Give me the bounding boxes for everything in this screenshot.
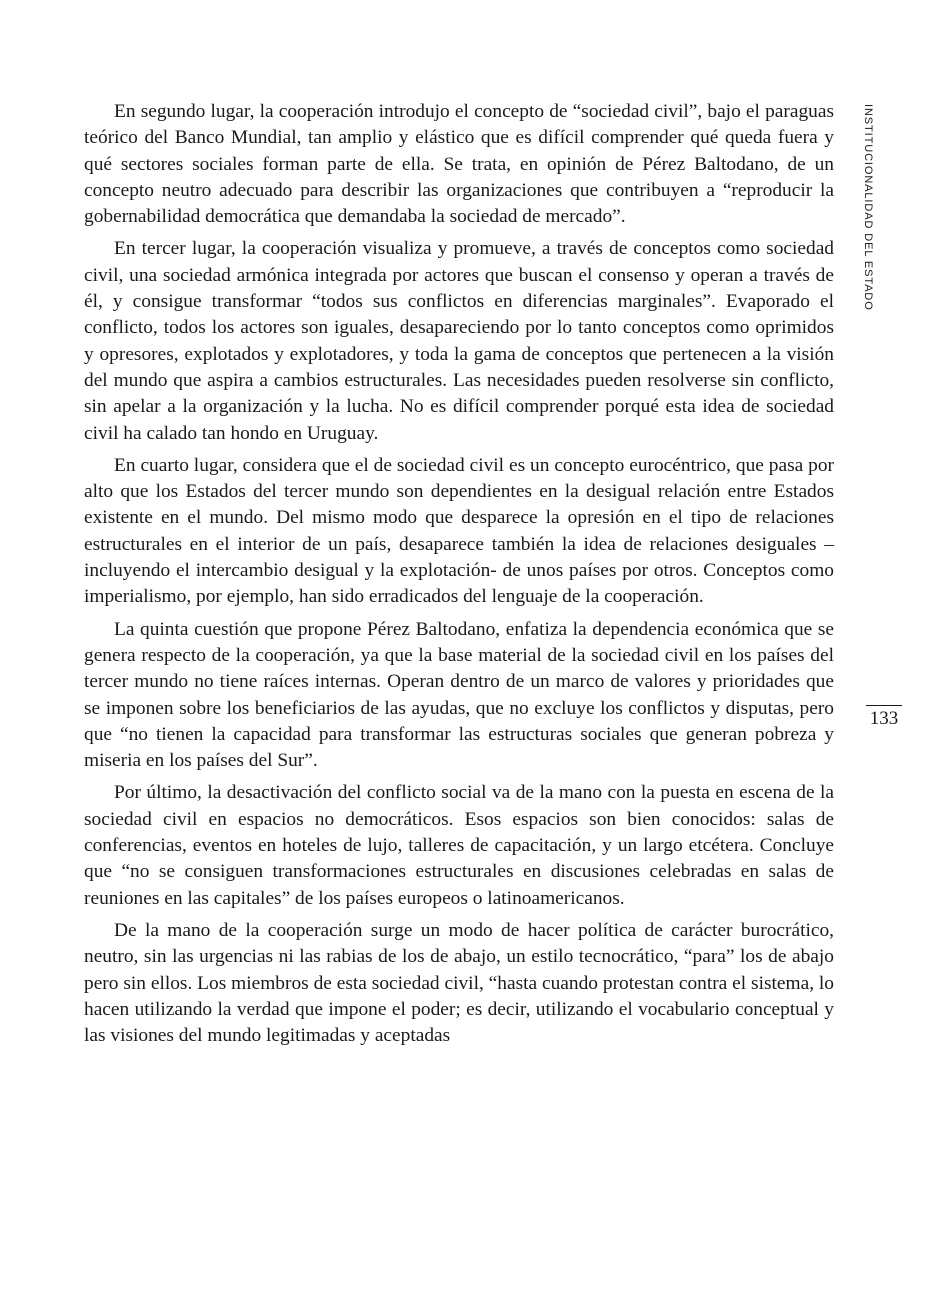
- page-number: 133: [869, 708, 899, 729]
- paragraph-third-point: En tercer lugar, la cooperación visualiza y promueve, a través de conceptos como sociedad civil, una sociedad armónica integrada por actores que buscan el consenso y operan a través de él, y consigue transformar “todos sus conflictos en diferencias marginales”. Evaporado el conflicto, todos los actores son iguales, desapareciendo por lo tanto conceptos como oprimidos y opresores, explotados y explotadores, y toda la gama de conceptos que pertenecen a la visión del mundo que aspira a cambios estructurales. Las necesidades pueden resolverse sin conflicto, sin apelar a la organización y la lucha. No es difícil comprender porqué esta idea de sociedad civil ha calado tan hondo en Uruguay.: [84, 238, 834, 444]
- running-head: INSTITUCIONALIDAD DEL ESTADO: [862, 104, 874, 311]
- paragraph-last-point: Por último, la desactivación del conflicto social va de la mano con la puesta en escena de la sociedad civil en espacios no democráticos. Esos espacios son bien conocidos: salas de conferencias, eventos en hoteles de lujo, talleres de capacitación, y un largo etcétera. Concluye que “no se consiguen transformaciones estructurales en discusiones celebradas en salas de reuniones en las capitales” de los países europeos o latinoamericanos.: [84, 782, 834, 909]
- paragraph-second-point: En segundo lugar, la cooperación introdujo el concepto de “sociedad civil”, bajo el paraguas teórico del Banco Mundial, tan amplio y elástico que es difícil comprender qué queda fuera y qué sectores sociales forman parte de ella. Se trata, en opinión de Pérez Baltodano, de un concepto neutro adecuado para describir las organizaciones que contribuyen a “reproducir la gobernabilidad democrática que demandaba la sociedad de mercado”.: [84, 101, 834, 228]
- paragraph-fifth-point: La quinta cuestión que propone Pérez Baltodano, enfatiza la dependencia económica que se genera respecto de la cooperación, ya que la base material de la sociedad civil en los países del tercer mundo no tiene raíces internas. Operan dentro de un marco de valores y prioridades que se imponen sobre los beneficiarios de las ayudas, que no excluye los conflictos y disputas, pero que “no tienen la capacidad para transformar las estructuras sociales que generan pobreza y miseria en los países del Sur”.: [84, 618, 834, 772]
- paragraph-fourth-point: En cuarto lugar, considera que el de sociedad civil es un concepto eurocéntrico, que pasa por alto que los Estados del tercer mundo son dependientes en la desigual relación entre Estados existente en el mundo. Del mismo modo que desparece la opresión en el tipo de relaciones estructurales en el interior de un país, desaparece también la idea de relaciones desiguales –incluyendo el intercambio desigual y la explotación- de unos países por otros. Conceptos como imperialismo, por ejemplo, han sido erradicados del lenguaje de la cooperación.: [84, 454, 834, 608]
- body-text: [84, 99, 834, 1055]
- paragraph-bureaucratic-politics: De la mano de la cooperación surge un modo de hacer política de carácter burocrático, neutro, sin las urgencias ni las rabias de los de abajo, un estilo tecnocrático, “para” los de abajo pero sin ellos. Los miembros de esta sociedad civil, “hasta cuando protestan contra el sistema, lo hacen utilizando la verdad que impone el poder; es decir, utilizando el vocabulario conceptual y las visiones del mundo legitimadas y aceptadas: [84, 919, 834, 1047]
- page-number-rule: [866, 705, 902, 706]
